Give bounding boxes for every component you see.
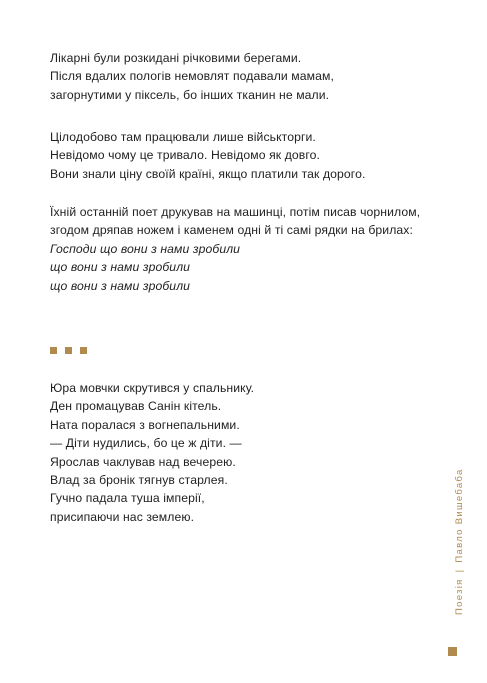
square-bullet-icon [80, 347, 87, 354]
poem-line: загорнутими у піксель, бо інших тканин не мали. [50, 87, 330, 102]
poem-line: згодом дряпав ножем і каменем одні й ті самі рядки на брилах: [50, 223, 413, 238]
poem-line: Невідомо чому це тривало. Невідомо як довго. [50, 148, 321, 163]
poem-line: Влад за бронік тягнув старлея. [50, 473, 228, 488]
poem-line: Ярослав чаклував над вечерею. [50, 454, 236, 469]
poem-line: Лікарні були розкидані річковими берегами. [50, 51, 302, 65]
poem-line: присипаючи нас землею. [50, 509, 195, 524]
running-head-author: Павло Вишебаба [454, 468, 465, 563]
poem-line: Їхній останній поет друкував на машинці, потім писав чорнилом, [50, 205, 421, 219]
stanza-3 [50, 203, 430, 295]
poem-line: Ната поралася з вогнепальними. [50, 417, 240, 432]
poem-line: Ден промацував Санін кітель. [50, 399, 222, 414]
poem-line: Вони знали ціну своїй країні, якщо платили так дорого. [50, 166, 366, 181]
poem-line: Після вдалих пологів немовлят подавали мамам, [50, 69, 334, 84]
square-bullet-icon [65, 347, 72, 354]
poem-line: Цілодобово там працювали лише військторги. [50, 130, 316, 144]
poem-line: Гучно падала туша імперії, [50, 491, 205, 506]
running-head-section: Поезія [454, 578, 465, 615]
poem-line-italic: що вони з нами зробили [50, 278, 191, 293]
stanza-1 [50, 49, 430, 104]
poem-line: Юра мовчки скрутився у спальнику. [50, 381, 255, 395]
running-head-divider: | [454, 568, 465, 573]
stanza-4 [50, 379, 430, 526]
poem-line: — Діти нудились, бо це ж діти. — [50, 436, 242, 451]
square-bullet-icon [50, 347, 57, 354]
running-head [455, 468, 465, 615]
page-corner-square-icon [448, 647, 457, 656]
poem-line-italic: Господи що вони з нами зробили [50, 241, 241, 256]
poem-line-italic: що вони з нами зробили [50, 260, 191, 275]
stanza-2 [50, 128, 430, 183]
